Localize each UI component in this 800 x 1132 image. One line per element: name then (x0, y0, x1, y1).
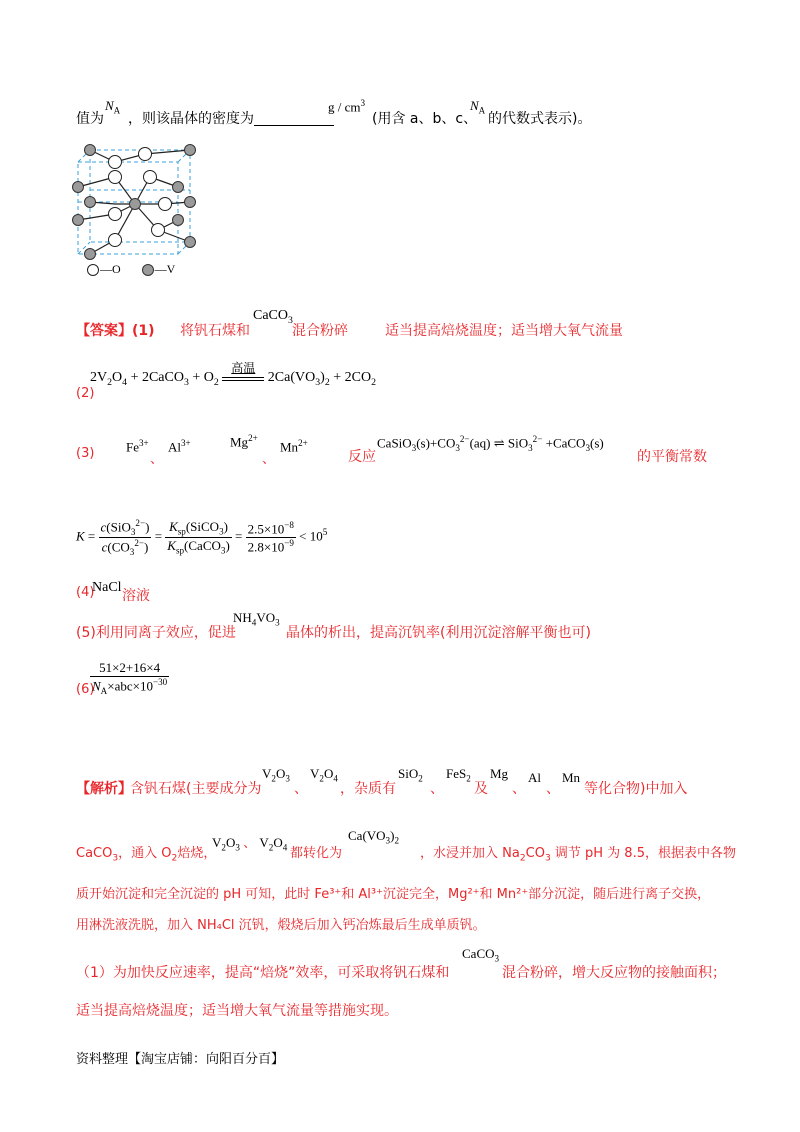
ion-mg: $Mg^{2+}$ (230, 433, 258, 450)
answer-3-text-1: 反应 (348, 449, 376, 465)
density-unit: g / $cm^3$ (328, 98, 366, 115)
answer-label: 【答案】(1) (76, 323, 155, 339)
analysis-p5-t1: （1）为加快反应速率，提高“焙烧”效率，可采取将钒石煤和 (76, 965, 450, 981)
answer-1-text-2: 混合粉碎 (292, 323, 348, 339)
answer-3-text-2: 的平衡常数 (637, 449, 707, 465)
answer-1-text-1: 将钒石煤和 (180, 323, 250, 339)
sep-2: 、 (262, 452, 276, 467)
answer-5-text-2: 晶体的析出，提高沉钒率(利用沉淀溶解平衡也可) (286, 625, 591, 641)
answer-1-text-3: 适当提高焙烧温度；适当增大氧气流量 (385, 323, 623, 339)
formula-ca-vo3-2: $Ca(VO_3)_2$ (348, 828, 399, 846)
footer-text: 资料整理【淘宝店铺：向阳百分百】 (76, 1052, 285, 1067)
sep: 、 (294, 781, 308, 797)
formula-mn: Mn (562, 770, 581, 785)
sep-1: 、 (150, 452, 164, 467)
equilibrium-constant: K = $\frac{c(SiO_3^{2-})}{c(CO_3^{2-})}$ = $\frac{K_{sp}(SiCO_3)}{K_{sp}(CaCO_3)}$ = $\frac{2.5\times 10^{-8}}{2.8\times 10^{-9}}$ < $10^5$ (76, 518, 328, 557)
ion-al: $Al^{3+}$ (168, 438, 191, 455)
question-line (76, 108, 104, 128)
crystal-structure-diagram (70, 142, 210, 282)
vanadium-legend-icon (141, 263, 155, 277)
formula-sio2: SiO$_2$ (398, 766, 423, 784)
answer-5-formula: $NH_4VO_3$ (233, 610, 280, 628)
answer-3-equilibrium: $CaSiO_3(s)+CO_3^{2-}(aq)$ ⇌ SiO$_3^{2-}$ +CaCO$_3$(s) (377, 434, 604, 453)
analysis-p2-t4: 都转化为 (290, 846, 343, 861)
answer-2-equation: $2V_2O_4$ + 2CaCO$_3$ + $O_2$ 高温 $2Ca(VO_3)_2 + 2CO_2$ (90, 361, 376, 388)
answer-2-num: (2) (76, 386, 95, 401)
formula-fes2: FeS$_2$ (446, 766, 471, 784)
question-text-3: (用含 a、b、c、 (372, 111, 478, 127)
analysis-p1-t4: 等化合物)中加入 (584, 781, 688, 797)
answer-1-formula: CaCO$_3$ (253, 308, 293, 326)
sep: 、 (546, 781, 560, 797)
sep: 、 (512, 781, 526, 797)
answer-blank (254, 113, 334, 126)
answer-4-formula: NaCl (92, 580, 122, 595)
analysis-p3: 质开始沉淀和完全沉淀的 pH 可知，此时 Fe³⁺和 Al³⁺沉淀完全，Mg²⁺和 Mn²⁺部分沉淀，随后进行离子交换， (76, 887, 711, 902)
formula-v2o4: $V_2O_4$ (310, 766, 338, 784)
answer-3-num: (3) (76, 446, 95, 461)
ion-fe: $Fe^{3+}$ (126, 438, 149, 455)
analysis-p4: 用淋洗液洗脱，加入 NH₄Cl 沉钒，煅烧后加入钙冶炼最后生成单质钒。 (76, 918, 486, 933)
answer-5-text: (5)利用同离子效应，促进 (76, 625, 236, 641)
analysis-p1-t1: 含钒石煤(主要成分为 (130, 781, 262, 797)
formula-v2o3: $V_2O_3$ (262, 766, 290, 784)
sep: 、 (430, 781, 444, 797)
analysis-p2: CaCO$_3$，通入 $O_2$焙烧， (76, 846, 217, 864)
analysis-p2-rest: ，水浸并加入 $Na_2CO_3$ 调节 pH 为 8.5，根据表中各物 (420, 846, 736, 864)
analysis-p6: 适当提高焙烧温度；适当增大氧气流量等措施实现。 (76, 1003, 398, 1019)
formula-v2o3-2: $V_2O_3$ 、 $V_2O_4$ (212, 835, 288, 853)
na-symbol-2: $N_A$ (470, 98, 486, 116)
answer-4-text: 溶液 (122, 588, 150, 604)
answer-6-num: (6) (76, 682, 95, 697)
formula-al: Al (528, 770, 541, 785)
oxygen-legend-icon (86, 263, 100, 277)
formula-caco3-2: CaCO$_3$ (462, 946, 500, 964)
question-text-4: 的代数式表示)。 (488, 111, 592, 127)
diagram-legend: —O —V (86, 262, 175, 277)
na-symbol-1: $N_A$ (105, 98, 121, 116)
answer-4-num: (4) (76, 585, 95, 600)
analysis-p1-t3: 及 (474, 781, 488, 797)
analysis-p5-t2: 混合粉碎，增大反应物的接触面积； (502, 965, 726, 981)
answer-6-fraction: $\frac{51\times 2+16\times 4}{N_A\times abc\times 10^{-30}}$ (92, 660, 168, 696)
ion-mn: $Mn^{2+}$ (280, 438, 308, 455)
reaction-condition: 高温 (231, 361, 256, 375)
question-text-1: 值为 (76, 111, 104, 127)
analysis-label: 【解析】 (76, 781, 132, 797)
question-text-2: ，则该晶体的密度为 (128, 108, 334, 128)
analysis-p1-t2: ，杂质有 (340, 781, 396, 797)
formula-mg: Mg (490, 766, 509, 781)
